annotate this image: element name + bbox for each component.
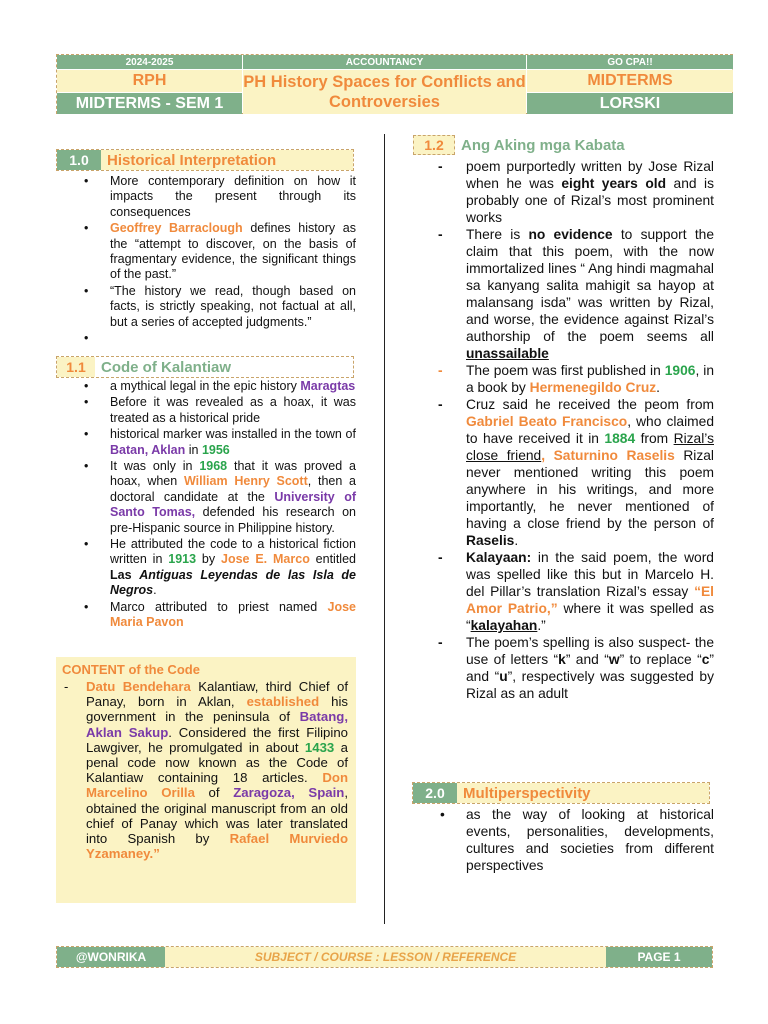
section-number: 2.0	[413, 783, 457, 803]
footer-reference: SUBJECT / COURSE : LESSON / REFERENCE	[165, 947, 606, 967]
dash-bullet: -	[64, 679, 69, 694]
list-item: • More contemporary definition on how it impacts the present through its consequences	[84, 174, 356, 219]
header-author: LORSKI	[527, 93, 733, 114]
list-item: • Geoffrey Barraclough defines history as the “attempt to discover, on the basis of fragmentary evidence, the significant things of the past.”	[84, 221, 356, 282]
section-1-2-list	[432, 158, 714, 702]
section-title: Multiperspectivity	[457, 783, 709, 803]
list-item: • It was only in 1968 that it was proved a hoax, when William Henry Scott, then a doctoral candidate at the University of Santo Tomas, defended his research on pre-Hispanic source in Philippine history.	[84, 459, 357, 535]
list-item: • as the way of looking at historical events, personalities, developments, cultures and societies from different perspectives	[440, 807, 714, 873]
footer-handle: @WONRIKA	[57, 947, 165, 967]
header-tag: GO CPA!!	[527, 55, 733, 69]
header-subject: ACCOUNTANCY	[243, 55, 526, 69]
section-number: 1.0	[57, 150, 101, 170]
section-heading-2-0	[412, 782, 710, 804]
column-divider	[384, 134, 385, 924]
header-course: RPH	[57, 70, 242, 92]
list-item: • historical marker was installed in the town of Batan, Aklan in 1956	[84, 427, 356, 457]
list-item: - The poem’s spelling is also suspect- the use of letters “k” and “w” to replace “c” and “u”, respectively was suggested by Rizal as an adult	[438, 635, 715, 701]
section-number: 1.1	[57, 357, 95, 377]
list-item-empty: •	[84, 331, 89, 346]
header-year: 2024-2025	[57, 55, 242, 69]
list-item: • He attributed the code to a historical fiction written in 1913 by Jose E. Marco entitled Las Antiguas Leyendas de las Isla de Negros.	[84, 537, 357, 598]
section-title: Ang Aking mga Kabata	[461, 136, 625, 154]
footer-page: PAGE 1	[606, 947, 712, 967]
list-item: - Kalayaan: in the said poem, the word was spelled like this but in Marcelo H. del Pillar’s translation Rizal’s essay “El Amor Patrio,” where it was spelled as “kalayahan.”	[438, 550, 714, 633]
list-item: • a mythical legal in the epic history Maragtas	[84, 379, 356, 393]
list-item: • Marco attributed to priest named Jose Maria Pavon	[84, 599, 356, 630]
section-heading-1-0	[56, 149, 354, 171]
list-item: - poem purportedly written by Jose Rizal when he was eight years old and is probably one of Rizal’s most prominent works	[438, 159, 714, 225]
header-term: MIDTERMS - SEM 1	[57, 93, 242, 114]
section-2-0-list	[432, 806, 714, 874]
list-item: - The poem was first published in 1906, in a book by Hermenegildo Cruz.	[438, 363, 715, 395]
list-item: - Cruz said he received the peom from Gabriel Beato Francisco, who claimed to have received it in 1884 from Rizal’s close friend, Saturnino Raselis Rizal never mentioned writing this poem anywhere in his writings, and more importantly, he never mentioned of having a close friend by the person of Raselis.	[438, 397, 714, 548]
section-heading-1-2	[412, 134, 710, 156]
content-box-title: CONTENT of the Code	[62, 662, 200, 677]
section-heading-1-1	[56, 356, 354, 378]
content-box-text: Datu Bendehara Kalantiaw, third Chief of Panay, born in Aklan, established his government in the peninsula of Batang, Aklan Sakup. Considered the first Filipino Lawgiver, he promulgated in about 1433 a penal code now known as the Code of Kalantiaw containing 18 articles. Don Marcelino Orilla of Zaragoza, Spain, obtained the original manuscript from an old chief of Panay which was later translated into Spanish by Rafael Murviedo Yzamaney.”	[86, 679, 348, 862]
header-exam: MIDTERMS	[527, 70, 733, 92]
list-item: - There is no evidence to support the claim that this poem, with the now immortalized lines “ Ang hindi magmahal sa kanyang salita mahigit sa hayop at malansang isda” was written by Rizal, and worse, the evidence against Rizal’s authorship of the poem seems all unassailable	[438, 227, 714, 361]
section-number: 1.2	[413, 135, 455, 155]
header-table	[56, 54, 733, 114]
list-item: • “The history we read, though based on facts, is strictly speaking, not factual at all, but a series of accepted judgments.”	[84, 283, 356, 329]
section-title: Code of Kalantiaw	[101, 358, 232, 376]
section-1-0-list	[80, 174, 356, 347]
footer-bar	[56, 946, 713, 968]
section-1-1-list	[80, 379, 356, 632]
section-title: Historical Interpretation	[101, 150, 353, 170]
list-item: • Before it was revealed as a hoax, it was treated as a historical pride	[84, 395, 356, 425]
header-title: PH History Spaces for Conflicts and Controversies	[243, 70, 526, 114]
content-of-the-code-box	[56, 657, 356, 903]
